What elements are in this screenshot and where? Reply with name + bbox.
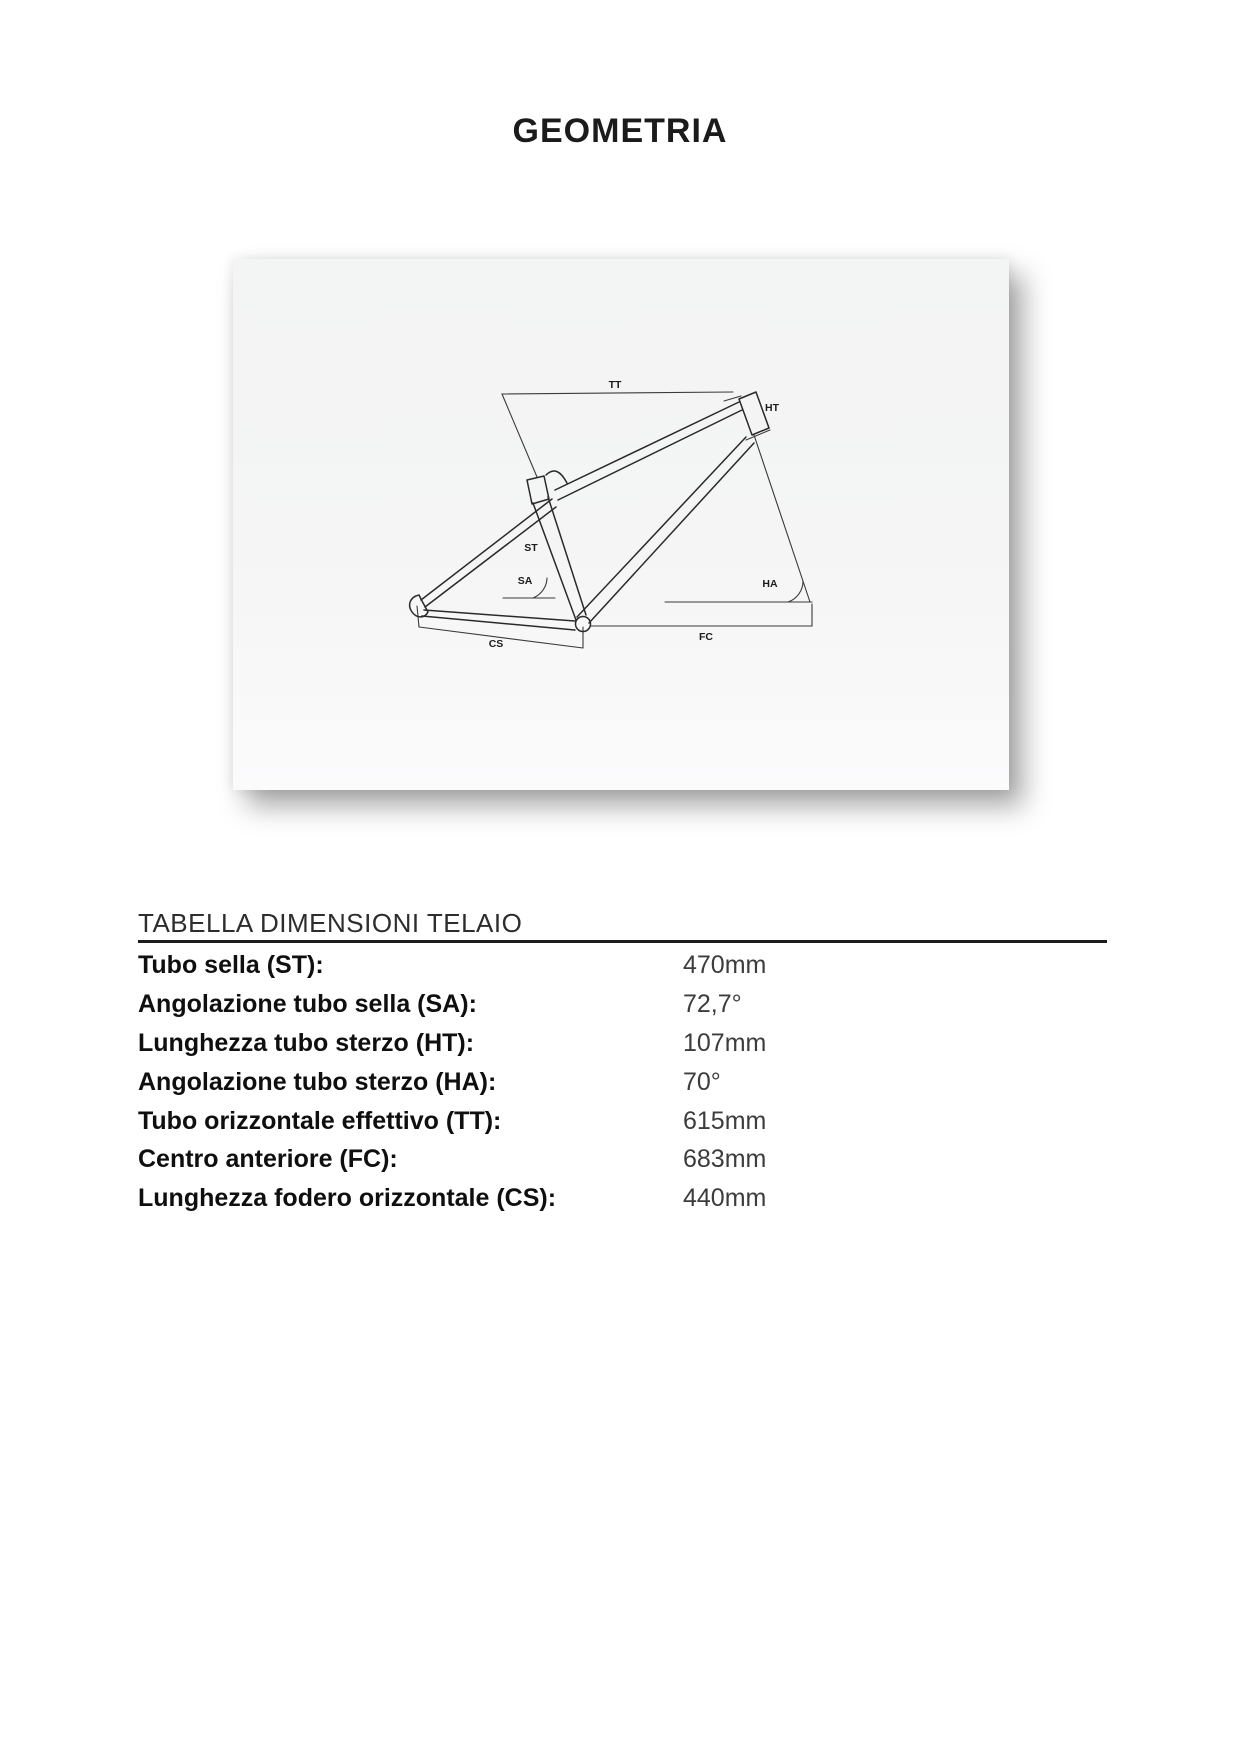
row-value: 440mm xyxy=(683,1184,767,1213)
row-label: Lunghezza tubo sterzo (HT): xyxy=(138,1028,475,1057)
row-value: 70° xyxy=(683,1067,721,1096)
table-row xyxy=(138,1063,1107,1102)
row-label: Angolazione tubo sterzo (HA): xyxy=(138,1067,497,1096)
row-label: Lunghezza fodero orizzontale (CS): xyxy=(138,1184,557,1213)
bike-frame-outline xyxy=(410,392,769,632)
row-value: 107mm xyxy=(683,1028,767,1057)
row-label: Centro anteriore (FC): xyxy=(138,1145,398,1174)
dimension-lines xyxy=(417,392,812,648)
row-value: 683mm xyxy=(683,1145,767,1174)
frame-diagram xyxy=(233,259,1009,789)
row-label: Tubo sella (ST): xyxy=(138,950,324,979)
table-row xyxy=(138,946,1107,985)
row-value: 72,7° xyxy=(683,989,742,1018)
row-label: Tubo orizzontale effettivo (TT): xyxy=(138,1106,502,1135)
st-label: ST xyxy=(524,542,538,554)
fc-label: FC xyxy=(699,631,713,643)
table-row xyxy=(138,985,1107,1024)
geometry-card xyxy=(233,259,1009,790)
tt-label: TT xyxy=(608,379,622,391)
table-heading: TABELLA DIMENSIONI TELAIO xyxy=(138,908,523,938)
sa-label: SA xyxy=(517,575,533,587)
table-row xyxy=(138,1024,1107,1063)
row-value: 615mm xyxy=(683,1106,767,1135)
page-title: GEOMETRIA xyxy=(512,112,728,150)
table-row xyxy=(138,1102,1107,1141)
row-value: 470mm xyxy=(683,950,767,979)
ha-label: HA xyxy=(762,578,778,590)
row-label: Angolazione tubo sella (SA): xyxy=(138,989,477,1018)
table-rule-divider xyxy=(138,940,1107,943)
ht-label: HT xyxy=(765,402,779,414)
spec-table xyxy=(138,946,1107,1218)
cs-label: CS xyxy=(488,638,504,650)
table-row xyxy=(138,1179,1107,1218)
table-row xyxy=(138,1140,1107,1179)
